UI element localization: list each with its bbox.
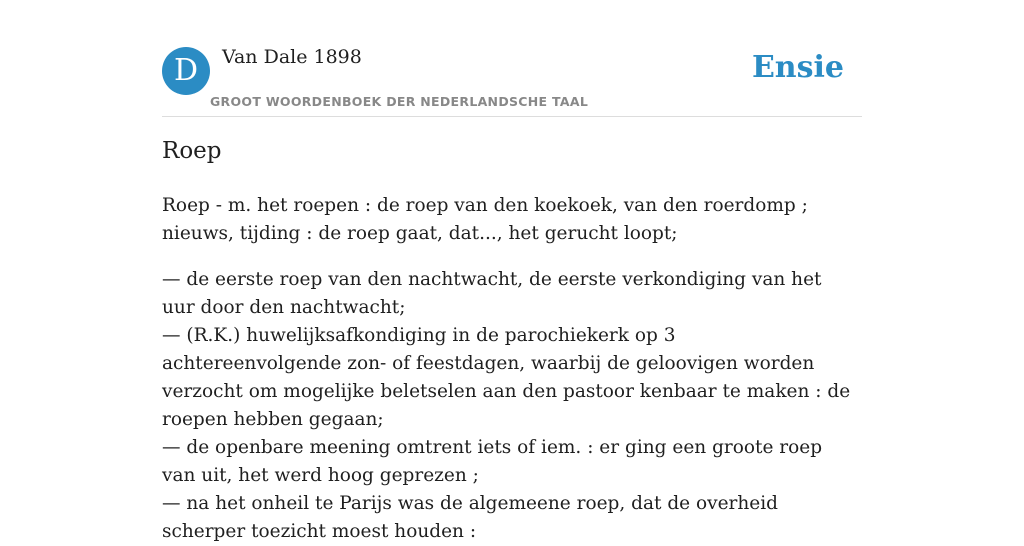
sense-item: — de eerste roep van den nachtwacht, de eerste verkondiging van het uur door den nachtwacht;	[162, 269, 822, 318]
page-header	[162, 44, 862, 117]
sense-item: — de openbare meening omtrent iets of iem. : er ging een groote roep van uit, het werd hoog geprezen ;	[162, 437, 823, 486]
page-title: Roep	[162, 138, 222, 164]
source-title[interactable]: Van Dale 1898	[222, 46, 362, 68]
definition-body	[162, 192, 852, 546]
sense-item: — na het onheil te Parijs was de algemeene roep, dat de overheid scherper toezicht moest houden :	[162, 493, 779, 542]
definition-intro: Roep - m. het roepen : de roep van den koekoek, van den roerdomp ; nieuws, tijding : de roep gaat, dat..., het gerucht loopt;	[162, 195, 808, 244]
sense-item: — (R.K.) huwelijksafkondiging in de parochiekerk op 3 achtereenvolgende zon- of feestdagen, waarbij de geloovigen worden verzocht om mogelijke beletselen aan den pastoor kenbaar te maken : de roepen hebben gegaan;	[162, 325, 851, 430]
sense-list	[162, 266, 852, 546]
source-subtitle: GROOT WOORDENBOEK DER NEDERLANDSCHE TAAL	[210, 94, 589, 109]
brand-logo[interactable]: Ensie	[751, 50, 844, 85]
source-avatar[interactable]: D	[162, 47, 210, 95]
